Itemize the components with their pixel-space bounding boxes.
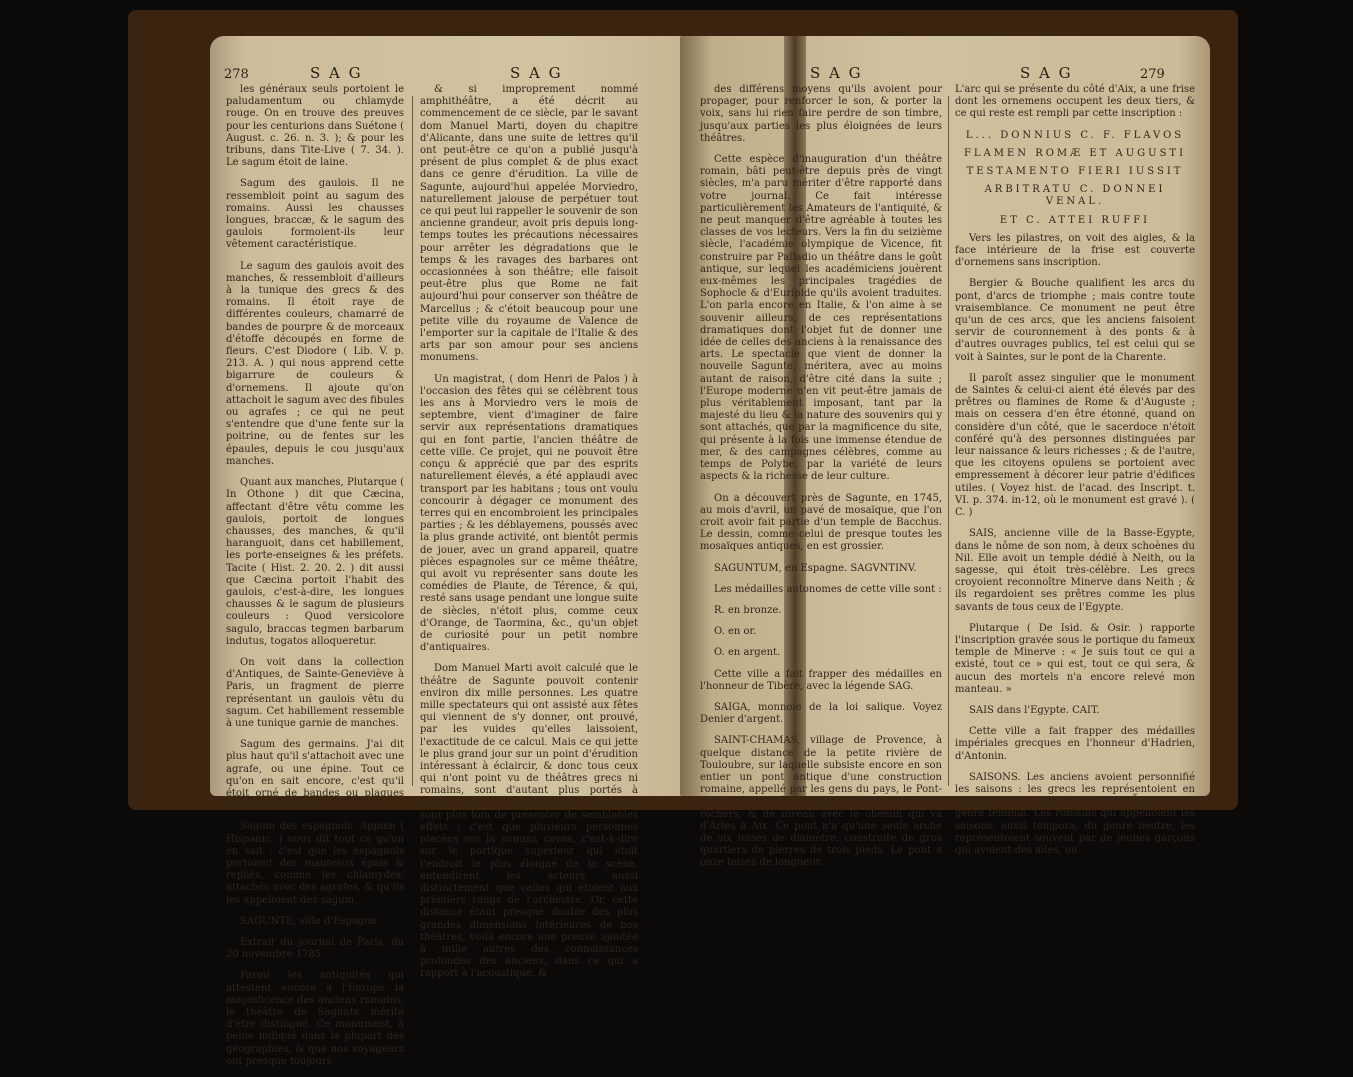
paragraph: Vers les pilastres, on voit des aigles, & la face intérieure de la frise est couverte d'ornemens sans inscription. [955,232,1195,269]
paragraph: Cette espèce d'inauguration d'un théâtre romain, bâti peut-être depuis près de vingt siècles, m'a paru mériter d'être rapporté dans votre journal. Ce fait intéresse particulièrement les Amateurs de l'antiquité, & ne peut manquer d'être agréable à toutes les classes de vos lecteurs. Vers la fin du seizième siècle, l'académie olympique de Vicence, fit construire par Palladio un théâtre dans le goût antique, sur lequel les académiciens jouèrent eux-mêmes les principales tragédies de Sophocle & d'Euripide qu'ils avoient traduites. L'on parla encore en Italie, & l'on aime à se souvenir ailleurs, de ces représentations dramatiques dont l'objet fut de donner une idée de celles des anciens à la renaissance des arts. Le spectacle que vient de donner la nouvelle Sagunte, méritera, avec au moins autant de raison, d'être cité dans la suite ; l'Europe moderne n'en vit peut-être jamais de plus véritablement imposant, tant par la majesté du lieu & la nature des souvenirs qui y sont attachés, que par la magnificence du site, qui présente à la fois une immense étendue de mer, & des campagnes célèbres, comme au temps de Polybe, par la variété de leurs aspects & la richesse de leur culture. [700,154,942,483]
paragraph: Quant aux manches, Plutarque ( In Othone ) dit que Cæcina, affectant d'être vêtu comme les gaulois, portoit de longues chausses, des manches, & qu'il haranguoit, dans cet habillement, les porte-enseignes & les préfets. Tacite ( Hist. 2. 20. 2. ) dit aussi que Cæcina portoit l'habit des gaulois, c'est-à-dire, les longues chausses & le sagum de plusieurs couleurs : Quod versicolore sagulo, braccas tegmen barbarum indutus, togatos alloqueretur. [226,477,404,647]
paragraph: les généraux seuls portoient le paludamentum ou chlamyde rouge. On en trouve des preuves pour les centurions dans Suétone ( August. c. 26. n. 3. ); & pour les tribuns, dans Tite-Live ( 7. 34. ). Le sagum étoit de laine. [226,84,404,169]
paragraph: SAISONS. Les anciens avoient personnifié les saisons : les grecs les représentoient en femmes, parce que le mot grec ὧραι est du genre féminin. Les romains qui appelloient les saisons, aussi tempora, du genre neutre, les représentoient souvent par de jeunes garçons qui avoient des ailes, ou [955,771,1195,856]
column-rule-right [948,96,949,786]
paragraph: SAIS dans l'Egypte. CAIT. [969,704,1100,716]
left-column-1 [226,84,404,1077]
paragraph: SAGUNTUM, en Espagne. SAGVNTINV. [714,562,917,574]
inscription-intro: L'arc qui se présente du côté d'Aix, a une frise dont les ornemens occupent les deux tiers, & ce qui reste est rempli par cette inscription : [955,84,1195,120]
paragraph: O. en argent. [714,647,781,659]
paragraph: Le sagum des gaulois avoit des manches, & ressembloit d'ailleurs à la tunique des grecs & des romains. Il étoit raye de différentes couleurs, chamarré de bandes de pourpre & de morceaux d'étoffe découpés en forme de fleurs. C'est Diodore ( Lib. V. p. 213. A. ) qui nous apprend cette bigarrure de couleurs & d'ornemens. Il ajoute qu'on attachoit le sagum avec des fibules ou agrafes ; ce qui ne peut s'entendre que d'une fente sur la poitrine, ou de fentes sur les épaules, depuis le cou jusqu'aux manches. [226,260,405,467]
inscription-block [955,130,1195,227]
paragraph: Les médailles autonomes de cette ville sont : [714,583,942,595]
inscription-line: ET C. ATTEI RUFFI [999,214,1151,226]
left-header-1: S A G [310,64,363,82]
inscription-line: FLAMEN ROMÆ ET AUGUSTI [963,147,1187,159]
right-column-2-body [955,233,1195,857]
paragraph: SAIGA, monnoie de la loi salique. Voyez Denier d'argent. [700,701,942,726]
paragraph: SAINT-CHAMAS, village de Provence, à quelque distance de la petite rivière de Touloubre, sur laquelle subsiste encore en son entier un pont antique d'une construction romaine, appellé par les gens du pays, le Pont-Surian. Il est bâti en plein ceintre entre deux rochers, & de niveau avec le chemin qui va d'Arles à Aix. Ce pont n'a qu'une seule arche de six toises de diamètre, construite de gros quartiers de pierres de trois pieds. Le pont a onze toises de longueur. [700,735,942,869]
paragraph: Dom Manuel Marti avoit calculé que le théâtre de Sagunte pouvoit contenir environ dix mille personnes. Les quatre mille spectateurs qui ont assisté aux fêtes qui viennent de s'y donner, ont prouvé, par les vuides qu'elles laissoient, l'exactitude de ce calcul. Mais ce qui jette le plus grand jour sur un point d'érudition intéressant à éclaircir, & donc tous ceux qui n'ont point vu de théâtres grecs ni romains, sont d'autant plus portés à douter que nos constructions modernes sont plus loin de présenter de semblables effets ; c'est que plusieurs personnes placées sur la summa cavea, c'est-à-dire sur le portique supérieur qui étoit l'endroit le plus éloigné de la scène, entendirent les acteurs aussi distinctement que celles qui étoient aux premiers rangs de l'orchestre. Or, cette distance étant presque double des plus grandes dimensions intérieures de nos théâtres, voilà encore une preuve ajoutée à mille autres des connoissances profondes des anciens, dans ce qui a rapport à l'acoustique, & [420,663,638,980]
right-column-2 [955,84,1195,866]
right-header-1: S A G [810,64,863,82]
paragraph: SAIS, ancienne ville de la Basse-Egypte, dans le nôme de son nom, à deux schoènes du Nil. Elle avoit un temple dédié à Neith, ou la sagesse, qui étoit très-célèbre. Les grecs croyoient reconnoître Minerve dans Neith ; & ils regardoient ses prêtres comme les plus savants de tous ceux de l'Egypte. [955,528,1195,613]
paragraph: On voit dans la collection d'Antiques, de Sainte-Geneviève à Paris, un fragment de pierre représentant un gaulois vêtu du sagum. Cet habillement ressemble à une tunique garnie de manches. [226,656,404,729]
paragraph: R. en bronze. [714,604,782,616]
paragraph: SAGUNTE, ville d'Espagne. [240,915,380,927]
inscription-line: L... DONNIUS C. F. FLAVOS [965,129,1185,141]
paragraph: Bergier & Bouche qualifient les arcs du pont, d'arcs de triomphe ; mais contre toute vraisemblance. Ce monument ne peut être qu'un de ces arcs, que les anciens faisoient servir de couronnement à des ponts & à d'autres ouvrages publics, tel est celui qui se voit à Saintes, sur le pont de la Charente. [955,278,1195,363]
paragraph: Un magistrat, ( dom Henri de Palos ) à l'occasion des fêtes qui se célèbrent tous les ans à Morviedro vers le mois de septembre, vient d'imaginer de faire servir aux représentations dramatiques qui en font partie, l'ancien théâtre de cette ville. Ce projet, qui ne pouvoit être conçu & apprécié que par des esprits naturellement élevés, a été applaudi avec transport par les habitans ; tous ont voulu concourir à dégager ce monument des terres qui en encombroient les principales parties ; & les déblayemens, poussés avec la plus grande activité, ont bientôt permis de jouer, avec un grand appareil, quatre pièces espagnoles sur ce même théâtre, qui avoit vu représenter sans doute les comédies de Plaute, de Térence, & qui, resté sans usage pendant une longue suite de siècles, n'étoit plus, comme ceux d'Orange, de Taormina, &c., qu'un objet de curiosité pour un petit nombre d'antiquaires. [420,373,638,654]
left-column-2 [420,84,638,990]
paragraph: Sagum des espagnols. Appien ( Hispanic. ) nous dit tout ce qu'on en sait : c'est que les espagnols portoient des manteaux épais & repliés, comme les chlamydes, attachés avec des agrafes, & qu'ils les appeloient des sagum. [226,821,404,906]
paragraph: Sagum des gaulois. Il ne ressembloit point au sagum des romains. Aussi les chausses longues, braccæ, & le sagum des gaulois formoient-ils leur vêtement caractéristique. [226,178,404,251]
column-rule-left [412,96,413,786]
paragraph: Extrait du journal de Paris, du 20 novembre 1785. [226,937,404,961]
paragraph: Il paroît assez singulier que le monument de Saintes & celui-ci aient été élevés par des prêtres ou flamines de Rome & d'Auguste ; mais on cessera d'en être étonné, quand on considère d'un côté, que le sacerdoce n'étoit conféré qu'à des personnes distinguées par leur naissance & leurs richesses ; & de l'autre, que les citoyens opulens se portoient avec empressement à décorer leur patrie d'édifices utiles. ( Voyez hist. de l'acad. des Inscript. t. VI. p. 374. in-12, où le monument est gravé ). ( C. ) [955,372,1195,519]
paragraph: Cette ville a fait frapper des médailles impériales grecques en l'honneur d'Hadrien, d'Antonin. [955,726,1195,762]
inscription-line: TESTAMENTO FIERI IUSSIT [966,166,1184,178]
paragraph: Plutarque ( De Isid. & Osir. ) rapporte l'inscription gravée sous le portique du fameux temple de Minerve : « Je suis tout ce qui a existé, tout ce » qui est, tout ce qui sera, & aucun des mortels n'a encore relevé mon manteau. » [955,622,1195,695]
left-header-2: S A G [510,64,563,82]
paragraph: O. en or. [714,626,757,638]
paragraph: Sagum des germains. J'ai dit plus haut qu'il s'attachoit avec une agrafe, ou une épine. Tout ce qu'on en sait encore, c'est qu'il étoit orné de bandes ou plaques d'argent ( Herodi. 4. 7. 9. 5. ). [226,739,404,812]
paragraph: Cette ville a fait frapper des médailles en l'honneur de Tibère, avec la légende SAG. [700,668,942,692]
right-header-2: S A G [1020,64,1073,82]
paragraph: & si improprement nommé amphithéâtre, a été décrit au commencement de ce siècle, par le savant dom Manuel Marti, doyen du chapitre d'Alicante, dans une suite de lettres qu'il ont peut-être ce qu'on a publié jusqu'à présent de plus complet & de plus exact dans ce genre d'érudition. La ville de Sagunte, aujourd'hui appelée Morviedro, naturellement jalouse de perpétuer tout ce qui peut lui rappeller le souvenir de son ancienne grandeur, avoit pris depuis long-temps toutes les précautions nécessaires pour arrêter les dégradations que le temps & les ravages des barbares ont occasionnées à son théâtre; elle faisoit peut-être plus que Rome ne fait aujourd'hui pour conserver son théâtre de Marcellus ; & c'étoit beaucoup pour une petite ville du royaume de Valence de l'emporter sur la capitale de l'Italie & des arts par son amour pour ses anciens monumens. [420,84,638,364]
right-column-1 [700,84,942,879]
paragraph: des différens moyens qu'ils avoient pour propager, pour renforcer le son, & porter la voix, sans lui rien faire perdre de son timbre, jusqu'aux parties les plus éloignées de leurs théâtres. [700,84,942,144]
inscription-line: ARBITRATU C. DONNEI VENAL. [984,184,1166,208]
paragraph: On a découvert près de Sagunte, en 1745, au mois d'avril, un pavé de mosaïque, que l'on croit avoir fait partie d'un temple de Bacchus. Le dessin, comme celui de presque toutes les mosaïques antiques, en est grossier. [700,492,942,553]
paragraph: Parmi les antiquités qui attestent encore à l'Europe la magnificence des anciens romains, le théâtre de Sagunte mérite d'être distingué. Ce monument, à peine indiqué dans la plupart des géographies, & que nos voyageurs ont presque toujours [226,970,404,1067]
right-page-number: 279 [1140,67,1165,82]
left-page-number: 278 [224,67,249,82]
